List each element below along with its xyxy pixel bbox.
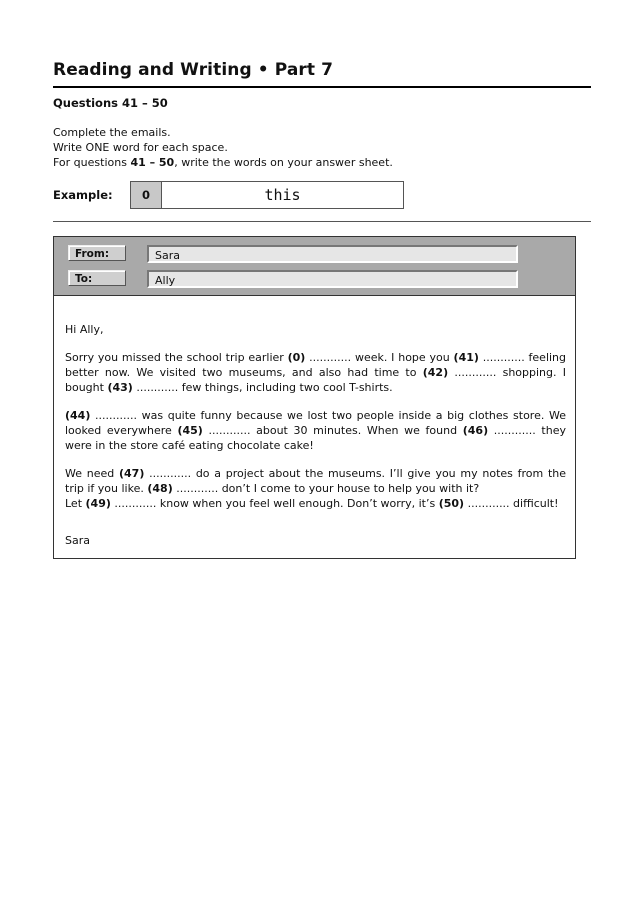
instruction-text: For questions	[53, 156, 131, 169]
gap-dots: ............	[176, 482, 219, 495]
gap-number-50: (50)	[438, 497, 465, 510]
gap-dots: ............	[454, 366, 497, 379]
email-paragraph-2	[65, 408, 566, 453]
email-header	[54, 237, 575, 296]
gap-dots: ............	[149, 467, 192, 480]
instruction-line-2: Write ONE word for each space.	[53, 141, 228, 154]
text: difficult!	[509, 497, 559, 510]
gap-number-0: (0)	[287, 351, 306, 364]
gap-number-48: (48)	[147, 482, 173, 495]
gap-number-45: (45)	[177, 424, 203, 437]
text: don’t I come to your house to help you with it?	[218, 482, 480, 495]
text: know when you feel well enough. Don’t worry, it’s	[156, 497, 439, 510]
instruction-questions-bold: 41 – 50	[130, 156, 175, 169]
example-label: Example:	[53, 188, 113, 202]
text: feeling better now. We visited two museums, and also had time to	[65, 351, 567, 379]
gap-dots: ............	[136, 381, 179, 394]
example-number: 0	[131, 182, 162, 208]
text: week. I hope you	[351, 351, 454, 364]
text: Let	[65, 497, 86, 510]
text: few things, including two cool T-shirts.	[178, 381, 393, 394]
example-box	[130, 181, 404, 209]
from-field: Sara	[147, 245, 518, 263]
instruction-text: , write the words on your answer sheet.	[174, 156, 393, 169]
questions-range: Questions 41 – 50	[53, 96, 168, 110]
instruction-line-3	[53, 155, 393, 170]
text: was quite funny because we lost two people inside a big clothes store. We looked everywhere	[65, 409, 566, 437]
gap-number-42: (42)	[422, 366, 449, 379]
gap-dots: ............	[309, 351, 352, 364]
text: We need	[65, 467, 119, 480]
gap-dots: ............	[493, 424, 536, 437]
section-divider	[53, 221, 591, 222]
text: about 30 minutes. When we found	[250, 424, 463, 437]
email-paragraph-3	[65, 466, 566, 511]
email-signature: Sara	[65, 534, 90, 547]
gap-number-43: (43)	[107, 381, 133, 394]
gap-dots: ............	[114, 497, 157, 510]
instruction-line-1: Complete the emails.	[53, 126, 171, 139]
gap-number-47: (47)	[118, 467, 145, 480]
text: shopping. I bought	[65, 366, 566, 394]
email-body	[65, 322, 566, 524]
instructions	[53, 125, 393, 170]
to-label: To:	[68, 270, 126, 286]
email-paragraph-1	[65, 350, 566, 395]
text: do a project about the museums. I’ll give you my notes from the trip if you like.	[65, 467, 567, 495]
gap-dots: ............	[208, 424, 251, 437]
page-title: Reading and Writing • Part 7	[53, 60, 334, 80]
example-row	[53, 181, 301, 209]
to-field: Ally	[147, 270, 518, 288]
gap-dots: ............	[467, 497, 510, 510]
gap-number-44: (44)	[65, 409, 91, 422]
gap-number-46: (46)	[462, 424, 489, 437]
email-window	[53, 236, 576, 559]
from-label: From:	[68, 245, 126, 261]
email-greeting: Hi Ally,	[65, 323, 104, 336]
example-answer: this	[264, 186, 301, 204]
gap-number-41: (41)	[453, 351, 479, 364]
gap-dots: ............	[482, 351, 525, 364]
text: they were in the store café eating chocolate cake!	[65, 424, 566, 452]
gap-number-49: (49)	[85, 497, 111, 510]
text: Sorry you missed the school trip earlier	[65, 351, 288, 364]
title-divider	[53, 86, 591, 88]
gap-dots: ............	[95, 409, 137, 422]
